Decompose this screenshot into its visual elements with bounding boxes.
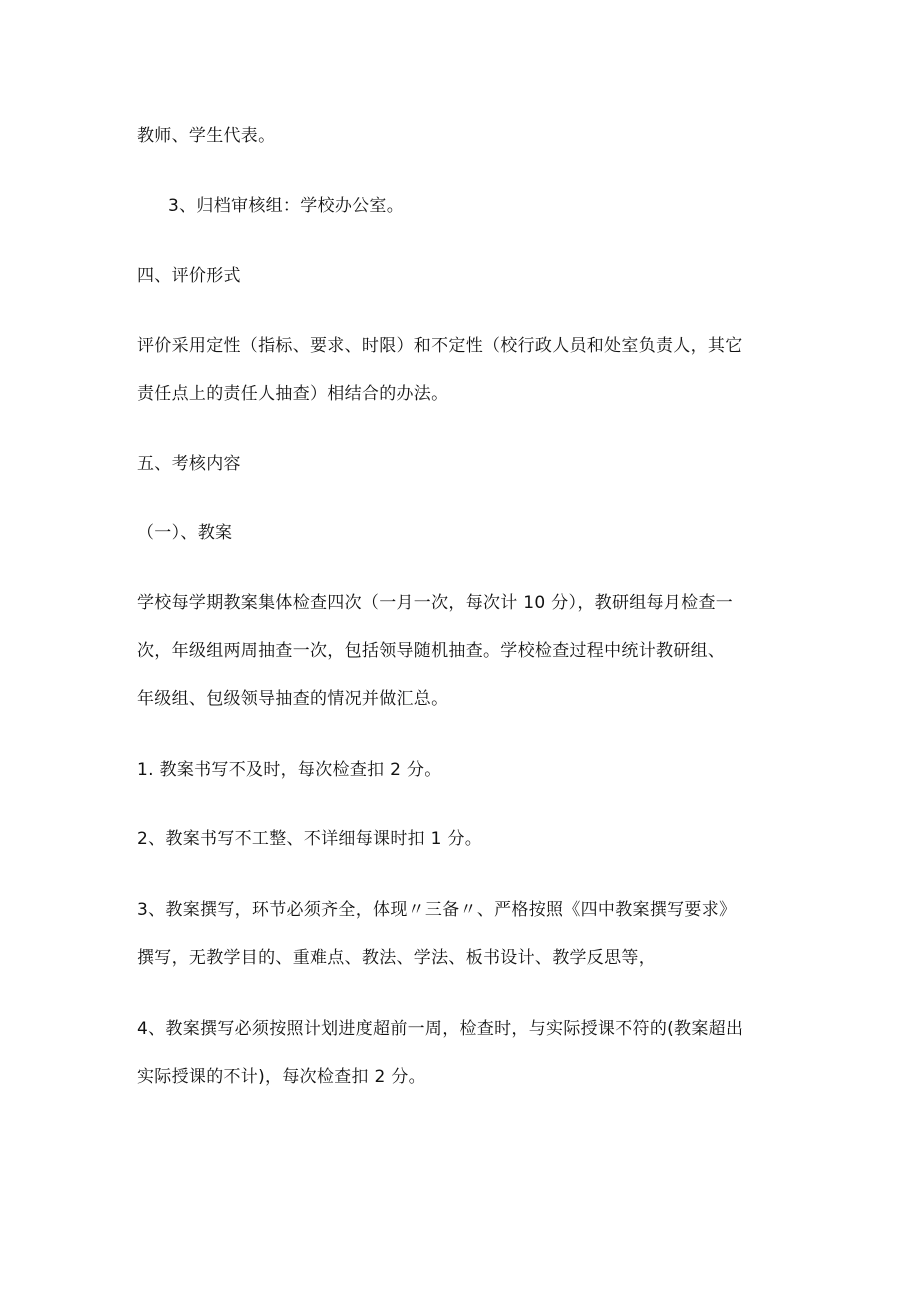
rule-item-3-line-1: 3、教案撰写，环节必须齐全，体现〃三备〃、严格按照《四中教案撰写要求》 bbox=[137, 900, 737, 920]
rule-item-4-line-1: 4、教案撰写必须按照计划进度超前一周，检查时，与实际授课不符的(教案超出 bbox=[137, 1019, 744, 1039]
subsection-heading-lesson-plans: （一）、教案 bbox=[137, 523, 233, 543]
text-line-archive-group: 3、归档审核组：学校办公室。 bbox=[168, 196, 405, 216]
section-heading-evaluation-form: 四、评价形式 bbox=[137, 266, 241, 286]
text-line-evaluation-2: 责任点上的责任人抽查）相结合的办法。 bbox=[137, 384, 449, 404]
text-line-teachers-students: 教师、学生代表。 bbox=[137, 126, 276, 146]
rule-item-2: 2、教案书写不工整、不详细每课时扣 1 分。 bbox=[137, 829, 483, 849]
rule-item-3-line-2: 撰写，无教学目的、重难点、教法、学法、板书设计、教学反思等， bbox=[137, 948, 656, 968]
text-line-inspection-3: 年级组、包级领导抽查的情况并做汇总。 bbox=[137, 689, 449, 709]
text-line-evaluation-1: 评价采用定性（指标、要求、时限）和不定性（校行政人员和处室负责人，其它 bbox=[137, 336, 743, 356]
rule-item-4-line-2: 实际授课的不计)，每次检查扣 2 分。 bbox=[137, 1067, 426, 1087]
rule-item-1: 1. 教案书写不及时，每次检查扣 2 分。 bbox=[137, 760, 442, 780]
section-heading-assessment-content: 五、考核内容 bbox=[137, 454, 241, 474]
text-line-inspection-1: 学校每学期教案集体检查四次（一月一次，每次计 10 分），教研组每月检查一 bbox=[137, 593, 734, 613]
text-line-inspection-2: 次，年级组两周抽查一次，包括领导随机抽查。学校检查过程中统计教研组、 bbox=[137, 641, 726, 661]
